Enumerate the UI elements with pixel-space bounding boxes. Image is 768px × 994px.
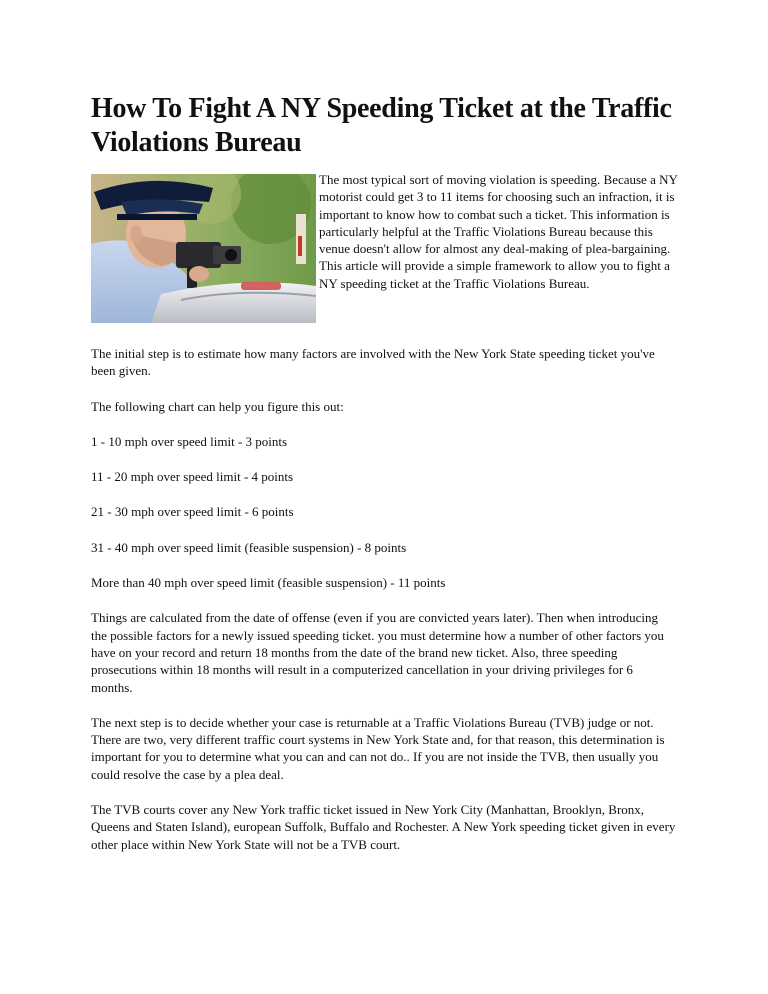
article-title: How To Fight A NY Speeding Ticket at the Traffic Violations Bureau xyxy=(91,93,672,158)
points-row-11-20: 11 - 20 mph over speed limit - 4 points xyxy=(91,469,294,485)
paragraph-calculation: Things are calculated from the date of offense (even if you are convicted years later). Then when introducing the possible factors for a newly issued speeding ticket. you must determine how a number of other factors you have on your record and return 18 months from the date of the brand new ticket. Also, three speeding prosecutions within 18 months will result in a computerized cancellation in your driving privileges for 6 months. xyxy=(91,610,664,695)
paragraph-tvb-decision: The next step is to decide whether your case is returnable at a Traffic Violations Bureau (TVB) judge or not. There are two, very different traffic court systems in New York State and, for that reason, this determination is important for you to determine what you can and can not do.. If you are not inside the TVB, then usually you could resolve the case by a plea deal. xyxy=(91,714,665,782)
points-row-over-40: More than 40 mph over speed limit (feasible suspension) - 11 points xyxy=(91,575,446,591)
points-row-31-40: 31 - 40 mph over speed limit (feasible suspension) - 8 points xyxy=(91,539,407,555)
paragraph-tvb-courts: The TVB courts cover any New York traffic ticket issued in New York City (Manhattan, Brooklyn, Bronx, Queens and Staten Island), european Suffolk, Buffalo and Rochester. A New York speeding ticket given in every other place within New York State will not be a TVB court. xyxy=(91,802,676,852)
points-row-21-30: 21 - 30 mph over speed limit - 6 points xyxy=(91,504,294,520)
article xyxy=(91,92,677,853)
paragraph-chart-intro: The following chart can help you figure this out: xyxy=(91,398,344,414)
points-row-1-10: 1 - 10 mph over speed limit - 3 points xyxy=(91,433,288,449)
intro-section xyxy=(91,171,677,335)
intro-paragraph: The most typical sort of moving violation is speeding. Because a NY motorist could get 3 to 11 items for choosing such an infraction, it is important to know how to combat such a ticket. This information is particularly helpful at the Traffic Violations Bureau because this venue doesn't allow for almost any deal-making of plea-bargaining. This article will provide a simple framework to allow you to fight a NY speeding ticket at the Traffic Violations Bureau. xyxy=(319,172,678,291)
police-officer-radar-photo xyxy=(91,174,316,323)
paragraph-estimate-factors: The initial step is to estimate how many factors are involved with the New York State speeding ticket you've been given. xyxy=(91,346,655,379)
